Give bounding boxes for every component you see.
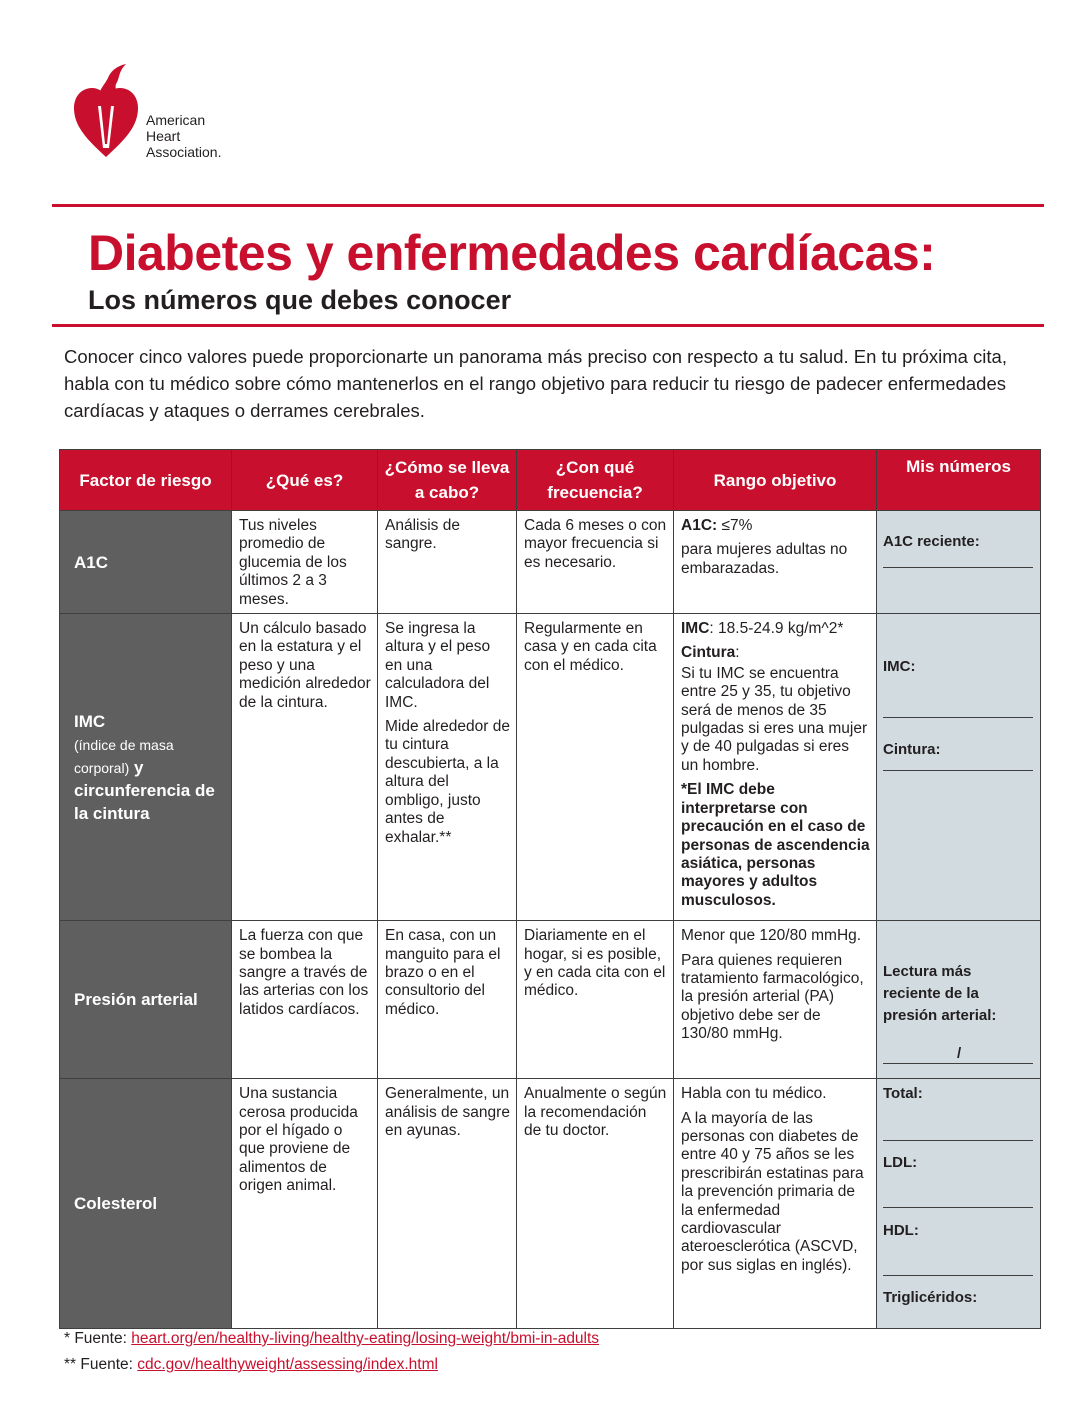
footnote-2: ** Fuente: cdc.gov/healthyweight/assessing/index.html	[64, 1356, 438, 1373]
imc-how: Se ingresa la altura y el peso en una calculadora del IMC. Mide alrededor de tu cintura descubierta, a la altura del ombligo, justo antes de exhalar.**	[378, 614, 517, 921]
ldl-label: LDL:	[883, 1154, 918, 1172]
imc-my-numbers	[877, 614, 1041, 921]
total-entry-line[interactable]	[883, 1140, 1033, 1141]
page-subtitle: Los números que debes conocer	[88, 285, 512, 315]
a1c-entry-line[interactable]	[883, 567, 1033, 568]
numbers-table	[59, 449, 1041, 1329]
hdl-label: HDL:	[883, 1222, 919, 1240]
footnote-1: * Fuente: heart.org/en/healthy-living/healthy-eating/losing-weight/bmi-in-adults	[64, 1330, 600, 1347]
imc-range: IMC: 18.5-24.9 kg/m^2* Cintura: Si tu IMC se encuentra entre 25 y 35, tu objetivo será de menos de 35 pulgadas si eres una mujer y de 40 pulgadas si eres un hombre. *El IMC debe interpretarse con precaución en el caso de personas de ascendencia asiática, personas mayores y adultos musculosos.	[674, 614, 877, 921]
logo-wordmark: American Heart Association.	[146, 112, 222, 160]
a1c-recent-label: A1C reciente:	[883, 533, 980, 550]
a1c-frequency: Cada 6 meses o con mayor frecuencia si es necesario.	[517, 511, 674, 614]
bp-slash: /	[957, 1045, 962, 1063]
header-frequency: ¿Con qué frecuencia?	[517, 450, 674, 511]
table-row-imc	[60, 614, 1041, 921]
aha-logo	[70, 62, 270, 162]
footnote-1-link[interactable]: heart.org/en/healthy-living/healthy-eating/losing-weight/bmi-in-adults	[131, 1330, 600, 1347]
footnote-2-link[interactable]: cdc.gov/healthyweight/assessing/index.html	[137, 1356, 438, 1373]
waist-entry-line[interactable]	[883, 770, 1033, 771]
a1c-how: Análisis de sangre.	[378, 511, 517, 614]
bp-entry-line[interactable]	[883, 1063, 1033, 1064]
table-row-cholesterol	[60, 1079, 1041, 1329]
a1c-my-number	[877, 511, 1041, 614]
ldl-entry-line[interactable]	[883, 1207, 1033, 1208]
a1c-range: A1C: ≤7% para mujeres adultas no embarazadas.	[674, 511, 877, 614]
imc-label: IMC:	[883, 658, 916, 676]
heart-torch-icon	[70, 62, 142, 160]
page-title: Diabetes y enfermedades cardíacas:	[88, 225, 936, 281]
chol-frequency: Anualmente o según la recomendación de tu doctor.	[517, 1079, 674, 1329]
chol-what: Una sustancia cerosa producida por el hígado o que proviene de alimentos de origen animal.	[232, 1079, 378, 1329]
top-rule	[52, 204, 1044, 207]
header-range: Rango objetivo	[674, 450, 877, 511]
intro-paragraph: Conocer cinco valores puede proporcionarte un panorama más preciso con respecto a tu salud. En tu próxima cita, habla con tu médico sobre cómo mantenerlos en el rango objetivo para reducir tu riesgo de padecer enfermedades cardíacas y ataques o derrames cerebrales.	[64, 346, 1007, 421]
imc-frequency: Regularmente en casa y en cada cita con el médico.	[517, 614, 674, 921]
total-label: Total:	[883, 1085, 923, 1103]
chol-range: Habla con tu médico. A la mayoría de las personas con diabetes de entre 40 y 75 años se les prescribirán estatinas para la prevención primaria de la enfermedad cardiovascular ateroesclerótica (ASCVD, por sus siglas en inglés).	[674, 1079, 877, 1329]
a1c-what: Tus niveles promedio de glucemia de los últimos 2 a 3 meses.	[232, 511, 378, 614]
bottom-rule	[52, 324, 1044, 327]
factor-blood-pressure: Presión arterial	[60, 921, 232, 1079]
chol-how: Generalmente, un análisis de sangre en ayunas.	[378, 1079, 517, 1329]
bp-what: La fuerza con que se bombea la sangre a través de las arterias con los latidos cardíacos.	[232, 921, 378, 1079]
factor-cholesterol: Colesterol	[60, 1079, 232, 1329]
table-header-row	[60, 450, 1041, 511]
bp-range: Menor que 120/80 mmHg. Para quienes requieren tratamiento farmacológico, la presión arterial (PA) objetivo debe ser de 130/80 mmHg.	[674, 921, 877, 1079]
header-what: ¿Qué es?	[232, 450, 378, 511]
header-factor: Factor de riesgo	[60, 450, 232, 511]
chol-my-numbers	[877, 1079, 1041, 1329]
waist-label: Cintura:	[883, 741, 941, 759]
imc-what: Un cálculo basado en la estatura y el peso y una medición alrededor de la cintura.	[232, 614, 378, 921]
bp-recent-label: Lectura más reciente de la presión arterial:	[883, 963, 997, 1025]
bp-how: En casa, con un manguito para el brazo o en el consultorio del médico.	[378, 921, 517, 1079]
table-row-blood-pressure	[60, 921, 1041, 1079]
triglycerides-label: Triglicéridos:	[883, 1289, 978, 1307]
table-row-a1c	[60, 511, 1041, 614]
bp-frequency: Diariamente en el hogar, si es posible, y en cada cita con el médico.	[517, 921, 674, 1079]
hdl-entry-line[interactable]	[883, 1275, 1033, 1276]
factor-imc: IMC (índice de masa corporal) y circunferencia de la cintura	[60, 614, 232, 921]
header-how: ¿Cómo se lleva a cabo?	[378, 450, 517, 511]
bp-my-number	[877, 921, 1041, 1079]
factor-a1c: A1C	[60, 511, 232, 614]
header-my-numbers: Mis números	[877, 450, 1041, 511]
imc-entry-line[interactable]	[883, 717, 1033, 718]
